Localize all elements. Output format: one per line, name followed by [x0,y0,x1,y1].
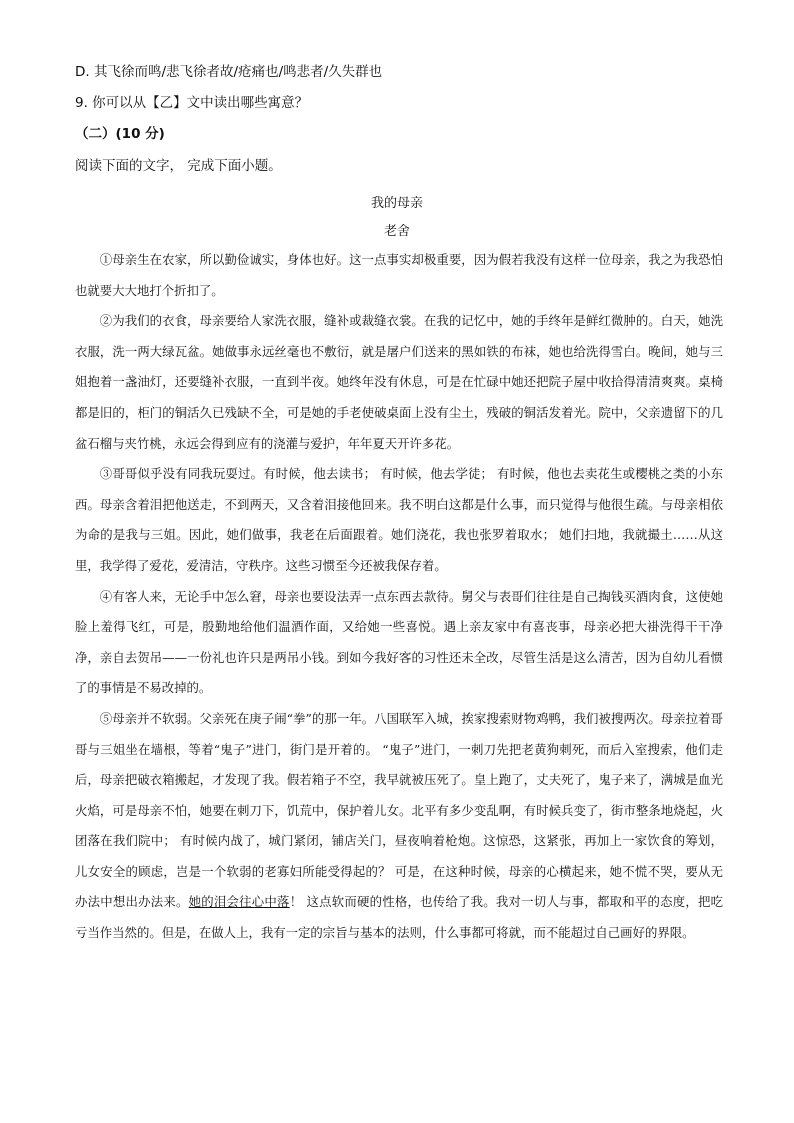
paragraph-5-part-a: ⑤母亲并不软弱。父亲死在庚子闹“拳”的那一年。八国联军入城，挨家搜索财物鸡鸭，我们被搜两次。母亲拉着哥哥与三姐坐在墙根，等着“鬼子”进门，街门是开着的。 “鬼子”进门，一刺刀先把老黄狗刺死，而后入室搜索，他们走后，母亲把破衣箱搬起，才发现了我。假若箱子不空，我早就被压死了。皇上跑了，丈夫死了，鬼子来了，满城是血光火焰，可是母亲不怕，她要在刺刀下，饥荒中，保护着儿女。北平有多少变乱啊，有时候兵变了，街市整条地烧起，火团落在我们院中； 有时候内战了，城门紧闭，铺店关门，昼夜响着枪炮。这惊恐，这紧张，再加上一家饮食的筹划，儿女安全的顾虑，岂是一个软弱的老寡妇所能受得起的？ 可是，在这种时候，母亲的心横起来，她不慌不哭，要从无办法中想出办法来。 [75,710,723,910]
paragraph-2: ②为我们的衣食，母亲要给人家洗衣服，缝补或裁缝衣裳。在我的记忆中，她的手终年是鲜红微肿的。白天，她洗衣服，洗一两大绿瓦盆。她做事永远丝毫也不敷衍，就是屠户们送来的黑如铁的布袜，她也给洗得雪白。晚间，她与三姐抱着一盏油灯，还要缝补衣服，一直到半夜。她终年没有休息，可是在忙碌中她还把院子屋中收拾得清清爽爽。桌椅都是旧的，柜门的铜活久已残缺不全，可是她的手老使破桌面上没有尘土，残破的铜活发着光。院中，父亲遗留下的几盆石榴与夹竹桃，永远会得到应有的浇灌与爱护，年年夏天开许多花。 [75,313,723,451]
paragraph-5-part-b: ！ 这点软而硬的性格，也传给了我。我对一切人与事，都取和平的态度，把吃亏当作当然的。但是，在做人上，我有一定的宗旨与基本的法则，什么事都可将就，而不能超过自己画好的界限。 [75,894,723,941]
section-heading: （二）(10 分) [75,126,165,142]
paragraph-5 [75,704,723,949]
underlined-sentence: 她的泪会往心中落 [188,894,290,910]
essay-title: 我的母亲 [370,196,423,211]
paragraph-3: ③哥哥似乎没有同我玩耍过。有时候，他去读书； 有时候，他去学徒； 有时候，他也去卖花生或樱桃之类的小东西。母亲含着泪把他送走，不到两天，又含着泪接他回来。我不明白这都是什么事，而只觉得与他很生疏。与母亲相依为命的是我与三姐。因此，她们做事，我老在后面跟着。她们浇花，我也张罗着取水； 她们扫地，我就撮土……从这里，我学得了爱花，爱清洁，守秩序。这些习惯至今还被我保存着。 [75,466,723,573]
essay-author: 老舍 [383,224,410,239]
reading-instruction: 阅读下面的文字， 完成下面小题。 [75,158,282,174]
paragraph-4: ④有客人来，无论手中怎么窘，母亲也要设法弄一点东西去款待。舅父与表哥们往往是自己掏钱买酒肉食，这使她脸上羞得飞红，可是，殷勤地给他们温酒作面，又给她一些喜悦。遇上亲友家中有喜丧事，母亲必把大褂洗得干干净净，亲自去贺吊——一份礼也许只是两吊小钱。到如今我好客的习性还未全改，尽管生活是这么清苦，因为自幼儿看惯了的事情是不易改掉的。 [75,588,723,696]
paragraph-1: ①母亲生在农家，所以勤俭诚实，身体也好。这一点事实却极重要，因为假若我没有这样一位母亲，我之为我恐怕也就要大大地打个折扣了。 [75,252,723,298]
option-d: D. 其飞徐而鸣/悲飞徐者故/疮痛也/鸣悲者/久失群也 [75,64,383,80]
essay-body [75,245,723,949]
question-9: 9. 你可以从【乙】文中读出哪些寓意？ [75,95,309,111]
